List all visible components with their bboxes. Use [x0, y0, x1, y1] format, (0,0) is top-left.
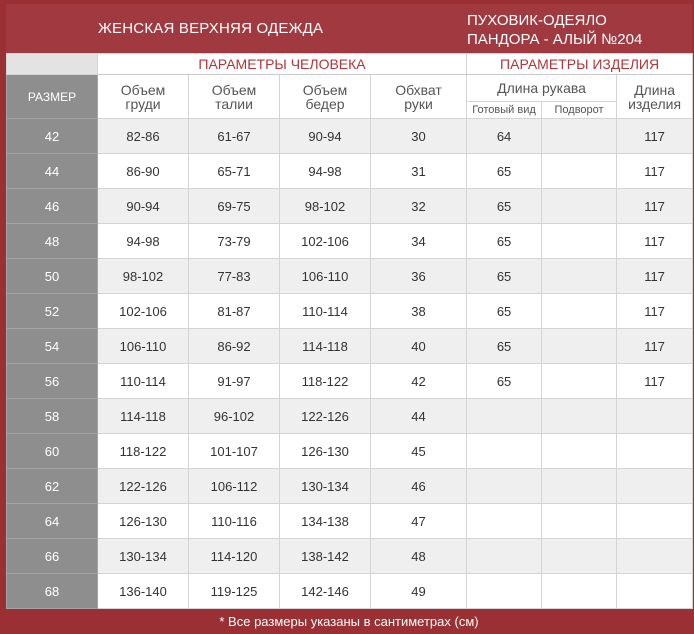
product-title	[467, 11, 691, 49]
product-title-line-2: ПАНДОРА - АЛЫЙ №204	[467, 31, 643, 48]
arm-cell: 34	[371, 224, 467, 259]
sleeve-ready-cell: 65	[467, 259, 542, 294]
chest-cell: 130-134	[98, 539, 189, 574]
size-cell: 60	[7, 434, 98, 469]
hips-cell: 102-106	[280, 224, 371, 259]
table-row	[7, 434, 693, 469]
waist-cell: 96-102	[189, 399, 280, 434]
sleeve-cuff-cell	[542, 329, 617, 364]
length-cell: 117	[617, 119, 693, 154]
table-row	[7, 119, 693, 154]
hips-cell: 138-142	[280, 539, 371, 574]
hips-cell: 90-94	[280, 119, 371, 154]
chest-cell: 126-130	[98, 504, 189, 539]
waist-cell: 61-67	[189, 119, 280, 154]
sleeve-ready-cell	[467, 434, 542, 469]
product-title-line-1: ПУХОВИК-ОДЕЯЛО	[467, 12, 607, 29]
hips-cell: 142-146	[280, 574, 371, 609]
length-cell: 117	[617, 154, 693, 189]
length-cell	[617, 504, 693, 539]
hips-cell: 106-110	[280, 259, 371, 294]
sleeve-ready-cell	[467, 574, 542, 609]
sleeve-ready-cell	[467, 504, 542, 539]
arm-cell: 38	[371, 294, 467, 329]
sleeve-cuff-cell	[542, 364, 617, 399]
table-row	[7, 539, 693, 574]
sleeve-cuff-cell	[542, 189, 617, 224]
waist-cell: 65-71	[189, 154, 280, 189]
table-row	[7, 469, 693, 504]
size-chart-table	[6, 53, 693, 609]
size-column-header: РАЗМЕР	[7, 75, 98, 119]
table-row	[7, 329, 693, 364]
length-cell: 117	[617, 189, 693, 224]
hips-cell: 122-126	[280, 399, 371, 434]
sleeve-cuff-cell	[542, 574, 617, 609]
hips-cell: 110-114	[280, 294, 371, 329]
arm-cell: 40	[371, 329, 467, 364]
length-cell: 117	[617, 259, 693, 294]
length-cell	[617, 469, 693, 504]
size-cell: 42	[7, 119, 98, 154]
chest-cell: 118-122	[98, 434, 189, 469]
waist-column-header	[189, 75, 280, 119]
waist-cell: 114-120	[189, 539, 280, 574]
hips-header-line-2: бедер	[305, 95, 345, 112]
sleeve-ready-cell	[467, 399, 542, 434]
hips-cell: 118-122	[280, 364, 371, 399]
arm-cell: 36	[371, 259, 467, 294]
waist-cell: 101-107	[189, 434, 280, 469]
size-cell: 58	[7, 399, 98, 434]
chest-cell: 90-94	[98, 189, 189, 224]
footnote: * Все размеры указаны в сантиметрах (см)	[6, 611, 692, 633]
sleeve-ready-cell: 65	[467, 154, 542, 189]
length-cell	[617, 539, 693, 574]
waist-header-line-1: Объем	[211, 81, 257, 98]
length-cell: 117	[617, 224, 693, 259]
chest-cell: 82-86	[98, 119, 189, 154]
arm-cell: 42	[371, 364, 467, 399]
length-cell: 117	[617, 364, 693, 399]
size-cell: 52	[7, 294, 98, 329]
table-row	[7, 259, 693, 294]
waist-cell: 69-75	[189, 189, 280, 224]
chest-cell: 106-110	[98, 329, 189, 364]
table-row	[7, 154, 693, 189]
length-cell	[617, 399, 693, 434]
chest-cell: 86-90	[98, 154, 189, 189]
table-row	[7, 294, 693, 329]
chest-column-header	[98, 75, 189, 119]
arm-cell: 31	[371, 154, 467, 189]
sleeve-cuff-cell	[542, 224, 617, 259]
table-row	[7, 399, 693, 434]
arm-cell: 45	[371, 434, 467, 469]
size-cell: 54	[7, 329, 98, 364]
chest-cell: 122-126	[98, 469, 189, 504]
size-cell: 50	[7, 259, 98, 294]
arm-cell: 49	[371, 574, 467, 609]
hips-cell: 94-98	[280, 154, 371, 189]
arm-column-header	[371, 75, 467, 119]
size-cell: 46	[7, 189, 98, 224]
arm-header-line-2: руки	[404, 95, 433, 112]
chest-cell: 102-106	[98, 294, 189, 329]
size-cell: 56	[7, 364, 98, 399]
length-cell	[617, 434, 693, 469]
chest-cell: 98-102	[98, 259, 189, 294]
waist-header-line-2: талии	[215, 95, 253, 112]
waist-cell: 119-125	[189, 574, 280, 609]
waist-cell: 77-83	[189, 259, 280, 294]
arm-cell: 48	[371, 539, 467, 574]
sleeve-column-header: Длина рукава	[467, 75, 617, 102]
length-header-line-1: Длина	[634, 81, 676, 98]
sleeve-cuff-cell	[542, 294, 617, 329]
length-cell: 117	[617, 329, 693, 364]
chest-cell: 136-140	[98, 574, 189, 609]
arm-cell: 44	[371, 399, 467, 434]
table-row	[7, 224, 693, 259]
sleeve-cuff-cell	[542, 504, 617, 539]
length-column-header	[617, 75, 693, 119]
table-header-banner	[6, 4, 692, 54]
person-params-header: ПАРАМЕТРЫ ЧЕЛОВЕКА	[98, 54, 467, 75]
hips-cell: 114-118	[280, 329, 371, 364]
sleeve-cuff-cell	[542, 259, 617, 294]
product-params-header: ПАРАМЕТРЫ ИЗДЕЛИЯ	[467, 54, 693, 75]
table-row	[7, 574, 693, 609]
chest-cell: 114-118	[98, 399, 189, 434]
size-rows	[7, 119, 693, 609]
chest-cell: 94-98	[98, 224, 189, 259]
sleeve-cuff-subheader: Подворот	[542, 102, 617, 119]
hips-cell: 98-102	[280, 189, 371, 224]
table-row	[7, 189, 693, 224]
chest-cell: 110-114	[98, 364, 189, 399]
size-cell: 68	[7, 574, 98, 609]
size-cell: 66	[7, 539, 98, 574]
hips-cell: 134-138	[280, 504, 371, 539]
arm-header-line-1: Обхват	[395, 81, 442, 98]
chest-header-line-1: Объем	[120, 81, 166, 98]
sleeve-cuff-cell	[542, 539, 617, 574]
sleeve-cuff-cell	[542, 469, 617, 504]
size-cell: 62	[7, 469, 98, 504]
sleeve-cuff-cell	[542, 119, 617, 154]
waist-cell: 91-97	[189, 364, 280, 399]
length-cell: 117	[617, 294, 693, 329]
sleeve-ready-cell: 64	[467, 119, 542, 154]
sleeve-cuff-cell	[542, 154, 617, 189]
size-header-top-blank	[7, 54, 98, 75]
sleeve-ready-subheader: Готовый вид	[467, 102, 542, 119]
arm-cell: 32	[371, 189, 467, 224]
hips-column-header	[280, 75, 371, 119]
hips-cell: 130-134	[280, 469, 371, 504]
waist-cell: 106-112	[189, 469, 280, 504]
length-cell	[617, 574, 693, 609]
waist-cell: 110-116	[189, 504, 280, 539]
waist-cell: 81-87	[189, 294, 280, 329]
sleeve-ready-cell: 65	[467, 329, 542, 364]
sleeve-ready-cell: 65	[467, 364, 542, 399]
sleeve-cuff-cell	[542, 399, 617, 434]
sleeve-cuff-cell	[542, 434, 617, 469]
hips-header-line-1: Объем	[302, 81, 348, 98]
waist-cell: 86-92	[189, 329, 280, 364]
hips-cell: 126-130	[280, 434, 371, 469]
chest-header-line-2: груди	[125, 95, 161, 112]
category-title: ЖЕНСКАЯ ВЕРХНЯЯ ОДЕЖДА	[98, 20, 324, 37]
arm-cell: 30	[371, 119, 467, 154]
sleeve-ready-cell: 65	[467, 189, 542, 224]
length-header-line-2: изделия	[628, 95, 682, 112]
table-row	[7, 504, 693, 539]
table-row	[7, 364, 693, 399]
arm-cell: 46	[371, 469, 467, 504]
sleeve-ready-cell: 65	[467, 294, 542, 329]
size-cell: 48	[7, 224, 98, 259]
waist-cell: 73-79	[189, 224, 280, 259]
sleeve-ready-cell	[467, 539, 542, 574]
sleeve-ready-cell: 65	[467, 224, 542, 259]
size-cell: 64	[7, 504, 98, 539]
size-cell: 44	[7, 154, 98, 189]
arm-cell: 47	[371, 504, 467, 539]
sleeve-ready-cell	[467, 469, 542, 504]
